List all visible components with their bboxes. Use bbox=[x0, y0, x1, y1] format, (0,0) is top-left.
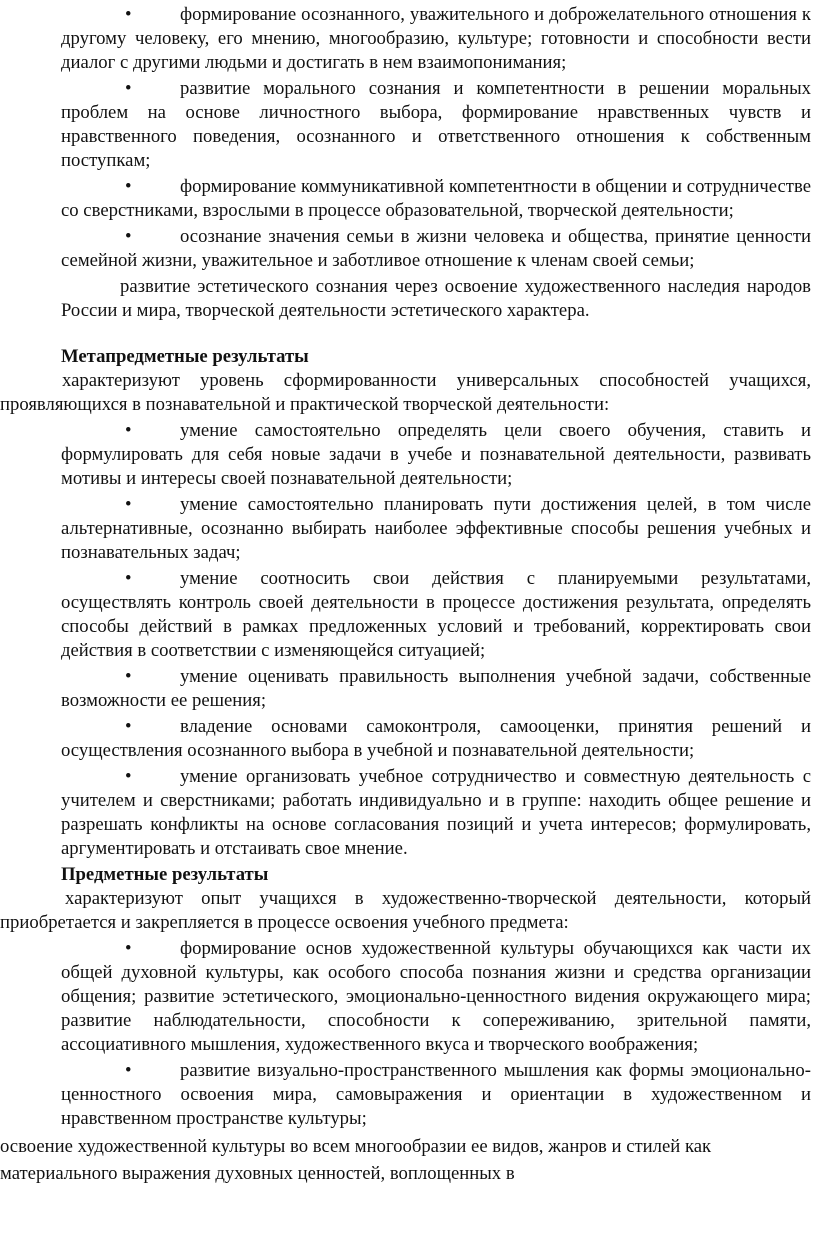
bullet-icon: • bbox=[125, 1060, 132, 1081]
bullet-icon: • bbox=[125, 420, 132, 441]
list-item-text: развитие визуально-пространственного мышления как формы эмоционально-ценностного освоения мира, самовыражения и ориентации в художественном и нравственном пространстве культуры; bbox=[61, 1060, 811, 1129]
list-item bbox=[0, 77, 811, 173]
paragraph: развитие эстетического сознания через освоение художественного наследия народов России и мира, творческой деятельности эстетического характера. bbox=[61, 276, 811, 321]
list-item bbox=[0, 225, 811, 273]
list-item-text: умение самостоятельно определять цели своего обучения, ставить и формулировать для себя новые задачи в учебе и познавательной деятельности, развивать мотивы и интересы своей познавательной деятельности; bbox=[61, 420, 811, 489]
meta-results-list bbox=[0, 419, 816, 861]
trailing-line: материального выражения духовных ценностей, воплощенных в bbox=[0, 1163, 515, 1184]
list-item bbox=[0, 1059, 811, 1131]
bullet-icon: • bbox=[125, 938, 132, 959]
bullet-icon: • bbox=[125, 494, 132, 515]
list-item bbox=[0, 665, 811, 713]
list-item-text: развитие морального сознания и компетентности в решении моральных проблем на основе личностного выбора, формирование нравственных чувств и нравственного поведения, осознанного и ответственного отношения к собственным поступкам; bbox=[61, 78, 811, 171]
list-item-text: формирование основ художественной культуры обучающихся как части их общей духовной культуры, как особого способа познания жизни и средства организации общения; развитие эстетического, эмоционально-ценностного видения окружающего мира; развитие наблюдательности, способности к сопереживанию, зрительной памяти, ассоциативного мышления, художественного вкуса и творческого воображения; bbox=[61, 938, 811, 1055]
list-item bbox=[0, 567, 811, 663]
personal-results-list bbox=[0, 3, 816, 323]
section-heading-subject: Предметные результаты bbox=[61, 864, 269, 885]
list-item bbox=[0, 715, 811, 763]
section-heading-meta: Метапредметные результаты bbox=[61, 346, 309, 367]
list-item-text: формирование осознанного, уважительного и доброжелательного отношения к другому человеку, его мнению, многообразию, культуре; готовности и способности вести диалог с другими людьми и достигать в нем взаимопонимания; bbox=[61, 4, 811, 73]
list-item bbox=[0, 419, 811, 491]
section-intro: характеризуют опыт учащихся в художественно-творческой деятельности, который приобретается и закрепляется в процессе освоения учебного предмета: bbox=[0, 888, 811, 933]
list-item bbox=[0, 765, 811, 861]
list-item bbox=[0, 937, 811, 1057]
bullet-icon: • bbox=[125, 666, 132, 687]
bullet-icon: • bbox=[125, 716, 132, 737]
list-item bbox=[0, 3, 811, 75]
bullet-icon: • bbox=[125, 4, 132, 25]
bullet-icon: • bbox=[125, 176, 132, 197]
list-item bbox=[0, 493, 811, 565]
list-item-text: умение самостоятельно планировать пути достижения целей, в том числе альтернативные, осознанно выбирать наиболее эффективные способы решения учебных и познавательных задач; bbox=[61, 494, 811, 563]
bullet-icon: • bbox=[125, 78, 132, 99]
list-item-text: умение организовать учебное сотрудничество и совместную деятельность с учителем и сверстниками; работать индивидуально и в группе: находить общее решение и разрешать конфликты на основе согласования позиций и учета интересов; формулировать, аргументировать и отстаивать свое мнение. bbox=[61, 766, 811, 859]
list-item-text: владение основами самоконтроля, самооценки, принятия решений и осуществления осознанного выбора в учебной и познавательной деятельности; bbox=[61, 716, 811, 761]
bullet-icon: • bbox=[125, 568, 132, 589]
list-item-text: осознание значения семьи в жизни человека и общества, принятие ценности семейной жизни, уважительное и заботливое отношение к членам своей семьи; bbox=[61, 226, 811, 271]
section-intro: характеризуют уровень сформированности универсальных способностей учащихся, проявляющихся в познавательной и практической творческой деятельности: bbox=[0, 370, 811, 415]
list-item-text: умение оценивать правильность выполнения учебной задачи, собственные возможности ее решения; bbox=[61, 666, 811, 711]
trailing-line: освоение художественной культуры во всем многообразии ее видов, жанров и стилей как bbox=[0, 1136, 712, 1157]
list-item bbox=[0, 175, 811, 223]
list-item-text: формирование коммуникативной компетентности в общении и сотрудничестве со сверстниками, взрослыми в процессе образовательной, творческой деятельности; bbox=[61, 176, 811, 221]
bullet-icon: • bbox=[125, 766, 132, 787]
subject-results-list bbox=[0, 937, 816, 1131]
bullet-icon: • bbox=[125, 226, 132, 247]
list-item-text: умение соотносить свои действия с планируемыми результатами, осуществлять контроль своей деятельности в процессе достижения результата, определять способы действий в рамках предложенных условий и требований, корректировать свои действия в соответствии с изменяющейся ситуацией; bbox=[61, 568, 811, 661]
